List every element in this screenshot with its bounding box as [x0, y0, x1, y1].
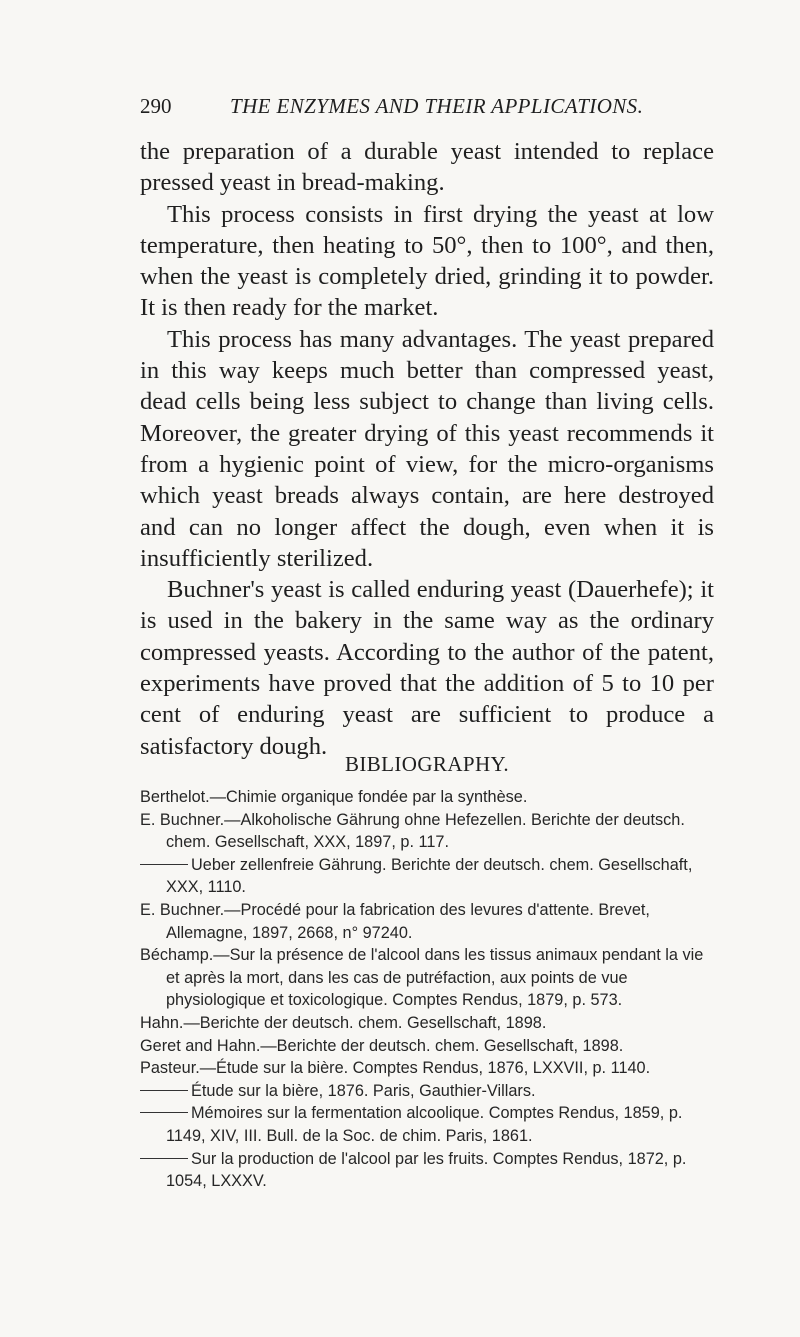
ditto-dash	[140, 1112, 188, 1113]
bib-entry-text: Berthelot.—Chimie organique fondée par la synthèse.	[140, 788, 528, 806]
page-header	[140, 92, 700, 120]
bib-entry	[140, 944, 716, 1012]
ditto-dash	[140, 1090, 188, 1091]
paragraph-advantages: This process has many advantages. The yeast prepared in this way keeps much better than compressed yeast, dead cells being less subject to change than living cells. Moreover, the greater drying of this yeast recommends it from a hygienic point of view, for the micro-organisms which yeast breads always contain, are here destroyed and can no longer affect the dough, even when it is insufficiently sterilized.	[140, 325, 714, 572]
bibliography-heading: BIBLIOGRAPHY.	[344, 752, 510, 776]
bib-entry-text: Étude sur la bière, 1876. Paris, Gauthier-Villars.	[191, 1081, 536, 1100]
bib-entry	[140, 899, 716, 944]
body-text	[140, 136, 714, 762]
bib-entry-text: Béchamp.—Sur la présence de l'alcool dans les tissus animaux pendant la vie et après la mort, dans les cas de putréfaction, aux points de vue physiologique et toxicologique. Comptes Rendus, 1879, p. 573.	[140, 946, 704, 1010]
bib-entry-text: E. Buchner.—Procédé pour la fabrication des levures d'attente. Brevet, Allemagne, 1897, 2668, n° 97240.	[140, 900, 650, 942]
bib-entry-text: Pasteur.—Étude sur la bière. Comptes Rendus, 1876, LXXVII, p. 1140.	[140, 1059, 651, 1078]
paragraph-buchner-yeast: Buchner's yeast is called enduring yeast (Dauerhefe); it is used in the bakery in the same way as the ordinary compressed yeasts. According to the author of the patent, experiments have proved that the addition of 5 to 10 per cent of enduring yeast are sufficient to produce a satisfactory dough.	[140, 576, 714, 760]
bib-entry-text: Geret and Hahn.—Berichte der deutsch. chem. Gesellschaft, 1898.	[140, 1036, 624, 1055]
bib-entry-text: Hahn.—Berichte der deutsch. chem. Gesellschaft, 1898.	[140, 1013, 547, 1032]
ditto-dash	[140, 1158, 188, 1159]
bib-entry	[140, 809, 716, 854]
bib-entry	[140, 1102, 716, 1147]
page-number: 290	[140, 94, 172, 118]
paragraph-drying-process: This process consists in first drying the yeast at low temperature, then heating to 50°, then to 100°, and then, when the yeast is completely dried, grinding it to powder. It is then ready for the market.	[140, 200, 714, 322]
bib-entry-text: E. Buchner.—Alkoholische Gährung ohne Hefezellen. Berichte der deutsch. chem. Gesellschaft, XXX, 1897, p. 117.	[140, 810, 685, 852]
bib-entry-text: Mémoires sur la fermentation alcoolique. Comptes Rendus, 1859, p. 1149, XIV, III. Bull. de la Soc. de chim. Paris, 1861.	[166, 1104, 683, 1145]
bib-entry	[140, 854, 716, 899]
bib-entry-text: Ueber zellenfreie Gährung. Berichte der deutsch. chem. Gesellschaft, XXX, 1110.	[166, 855, 693, 897]
ditto-dash	[140, 864, 188, 865]
bib-entry	[140, 1035, 716, 1058]
bib-entry	[140, 786, 716, 809]
bib-entry	[140, 1057, 716, 1080]
paragraph-continuation: the preparation of a durable yeast intended to replace pressed yeast in bread-making.	[140, 138, 714, 197]
bib-entry-text: Sur la production de l'alcool par les fruits. Comptes Rendus, 1872, p. 1054, LXXXV.	[166, 1149, 687, 1191]
bibliography-list	[140, 786, 716, 1193]
bib-entry	[140, 1012, 716, 1035]
bib-entry	[140, 1080, 716, 1103]
running-title: THE ENZYMES AND THEIR APPLICATIONS.	[230, 94, 644, 118]
bib-entry	[140, 1148, 716, 1193]
